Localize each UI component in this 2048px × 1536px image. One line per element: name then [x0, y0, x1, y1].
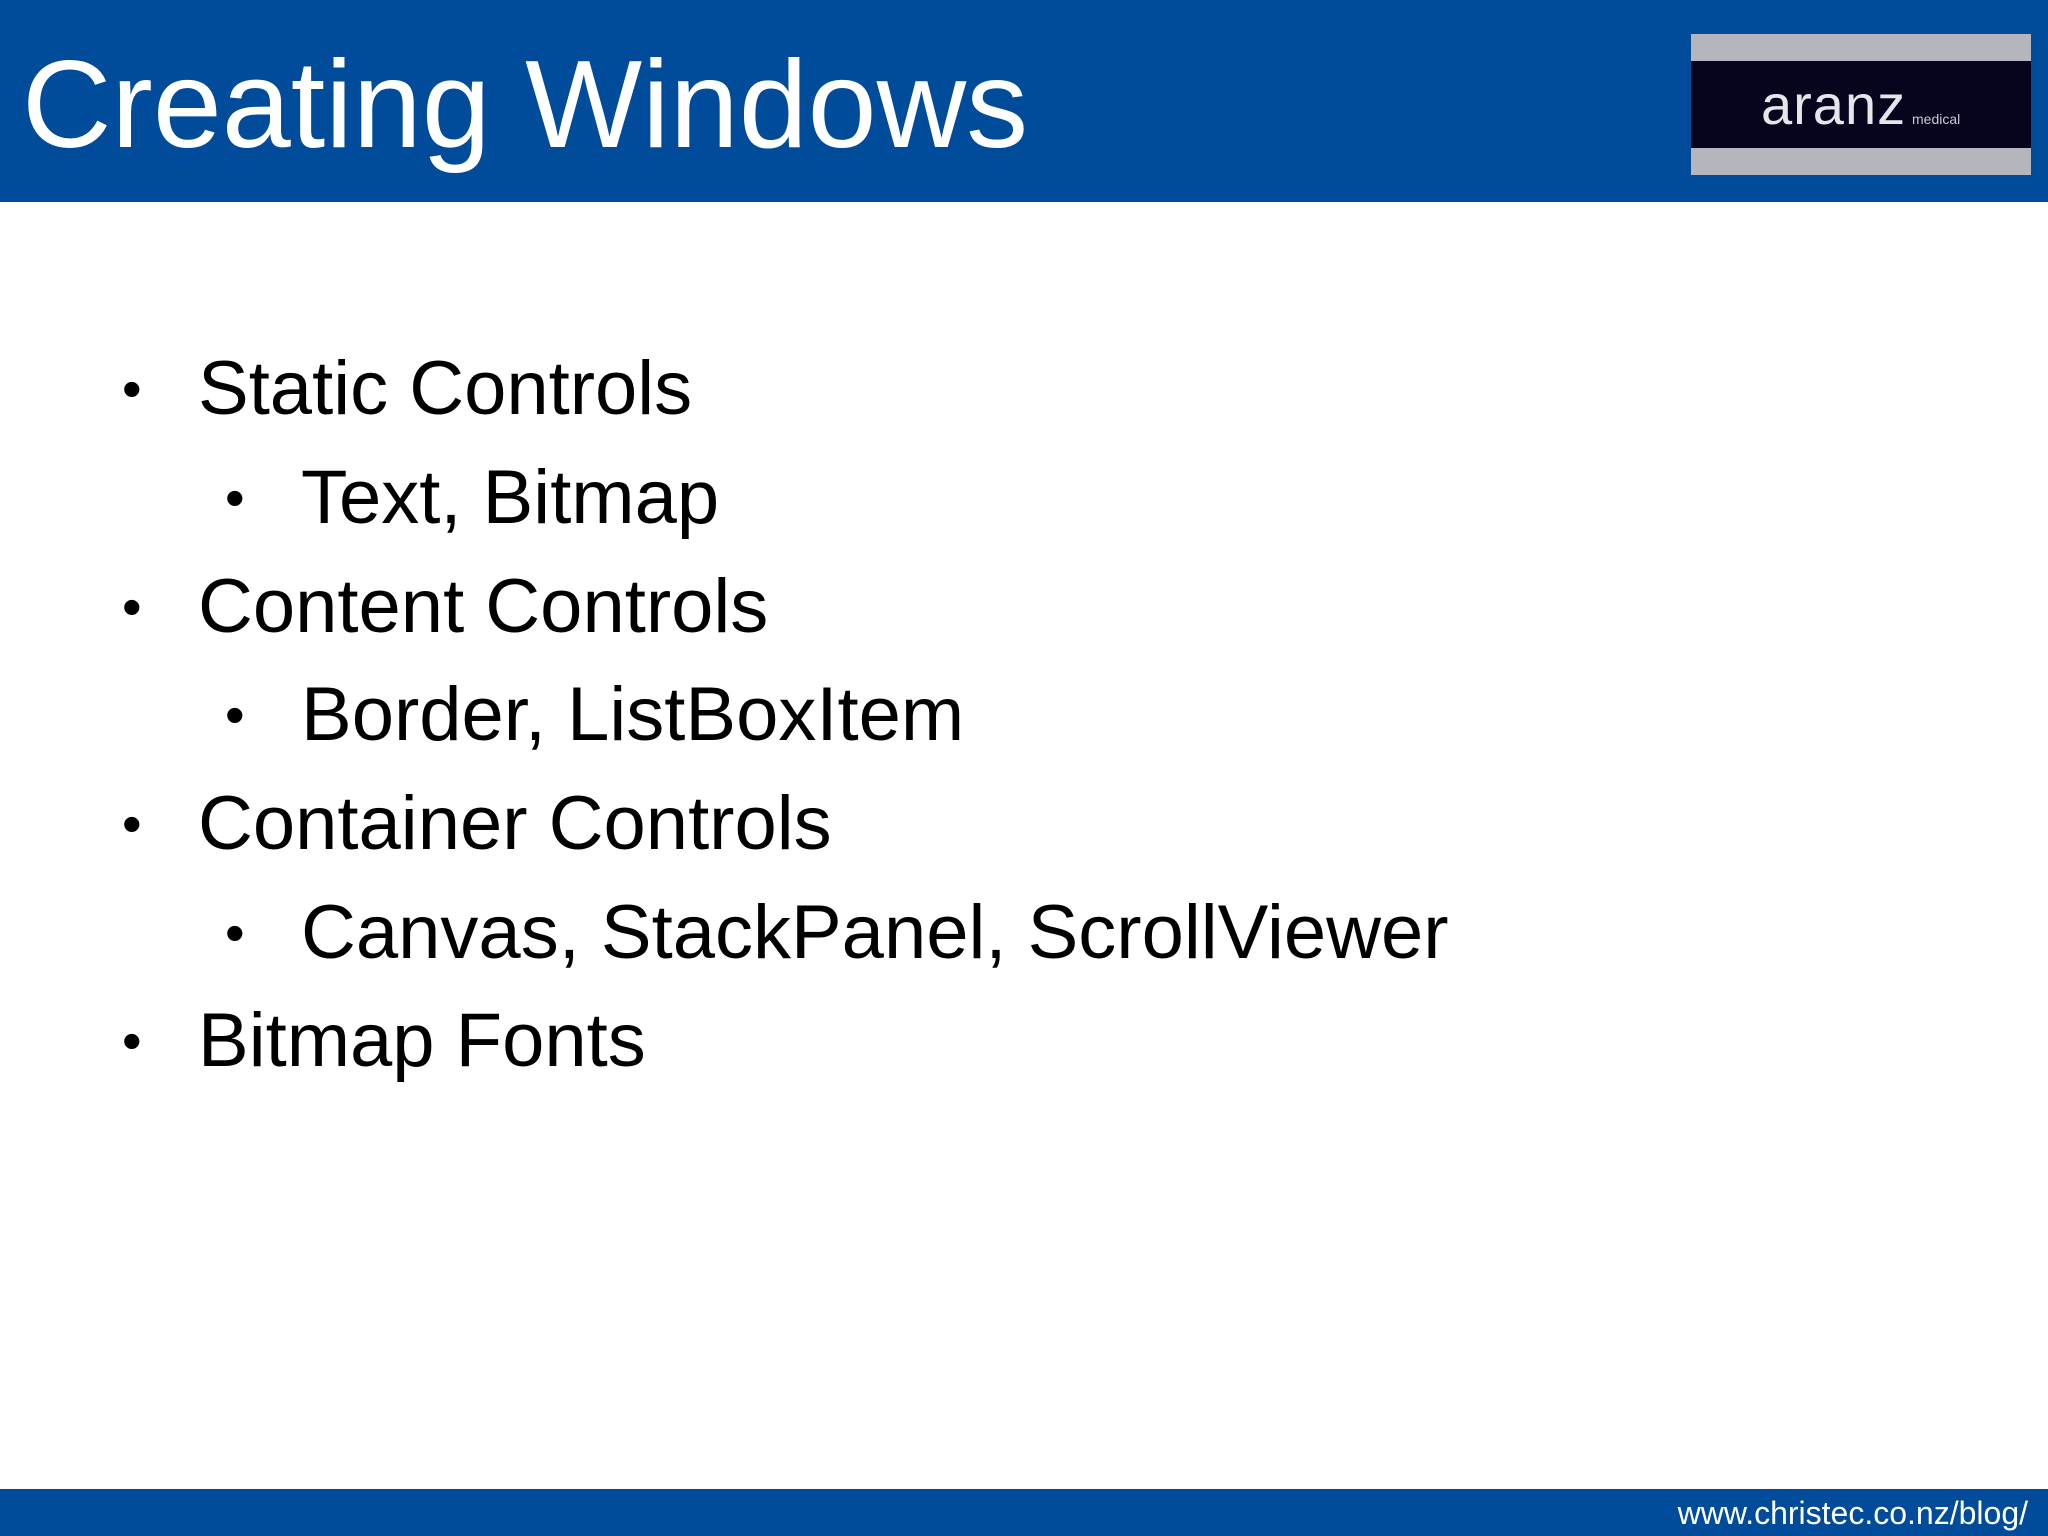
bullet-label: Bitmap Fonts [198, 998, 646, 1083]
bullet-label: Border, ListBoxItem [301, 672, 965, 757]
bullet-glyph: • [225, 901, 245, 964]
bullet-glyph: • [122, 575, 142, 638]
bullet-label: Canvas, StackPanel, ScrollViewer [301, 890, 1449, 975]
bullet-label: Static Controls [198, 346, 693, 431]
footer-url: www.christec.co.nz/blog/ [1677, 1495, 2028, 1531]
bullet-glyph: • [225, 683, 245, 746]
bullet-glyph: • [122, 792, 142, 855]
bullet-label: Container Controls [198, 781, 832, 866]
logo-subtext: medical [1912, 111, 1961, 127]
bullet-glyph: • [122, 357, 142, 420]
footer-bar [0, 1489, 2048, 1536]
slide-title: Creating Windows [22, 36, 1029, 174]
bullet-glyph: • [122, 1009, 142, 1072]
logo-wordmark: aranz [1761, 73, 1907, 136]
bullet-label: Text, Bitmap [301, 455, 720, 540]
bullet-label: Content Controls [198, 564, 769, 649]
bullet-glyph: • [225, 466, 245, 529]
